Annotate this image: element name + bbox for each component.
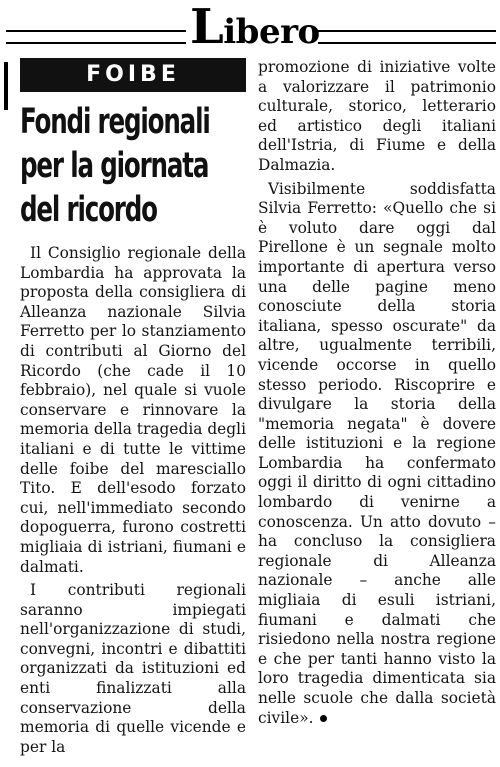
paragraph (258, 180, 496, 729)
masthead-rule-left (6, 30, 186, 44)
newspaper-logo (190, 0, 320, 55)
article-column-right (258, 58, 496, 728)
masthead (0, 0, 500, 54)
logo-initial: L (190, 0, 224, 55)
paragraph-text: Visibilmente soddisfatta Silvia Ferretto: «Quello che si è voluto dare oggi dal Pirellone è un segnale molto importante di apertura verso una delle pagine meno conosciute della storia italiana, spesso oscurate" da altre, ugualmente terribili, vicende occorse in quello stesso periodo. Riscoprire e divulgare la storia della "memoria negata" è dovere delle istituzioni e la regione Lombardia ha confermato oggi il diritto di ogni cittadino lombardo di venirne a conoscenza. Un atto dovuto – ha concluso la consigliera regionale di Alleanza nazionale – anche alle migliaia di esuli istriani, fiumani e dalmati che risiedono nella nostra regione e che per tanti hanno visto la loro tragedia dimenticata sia nelle scuole che dalla società civile». (258, 179, 496, 727)
masthead-rule-right (318, 30, 496, 44)
paragraph: promozione di iniziative volte a valorizzare il patrimonio culturale, storico, letterario ed artistico degli italiani dell'Istria, di Fiume e della Dalmazia. (258, 58, 496, 174)
end-of-article-mark (320, 715, 327, 722)
article-headline: Fondi regionali per la giornata del ricordo (20, 102, 210, 230)
margin-bar (4, 62, 8, 110)
article-column-left (20, 58, 246, 757)
section-label: FOIBE (20, 58, 246, 92)
article-body-right (258, 58, 496, 728)
logo-rest: ibero (223, 12, 320, 52)
paragraph: Il Consiglio regionale della Lombardia ha approvata la proposta della consigliera di Alleanza nazionale Silvia Ferretto per lo stanziamento di contributi al Giorno del Ricordo (che cade il 10 febbraio), nel quale si vuole conservare e rinnovare la memoria della tragedia degli italiani e di tutte le vittime delle foibe del maresciallo Tito. E dell'esodo forzato cui, nell'immediato secondo dopoguerra, furono costretti migliaia di istriani, fiumani e dalmati. (20, 244, 246, 576)
article-body-left (20, 244, 246, 757)
paragraph: I contributi regionali saranno impiegati nell'organizzazione di studi, convegni, incontri e dibattiti organizzati da istituzioni ed enti finalizzati alla conservazione della memoria di quelle vicende e per la (20, 581, 246, 756)
